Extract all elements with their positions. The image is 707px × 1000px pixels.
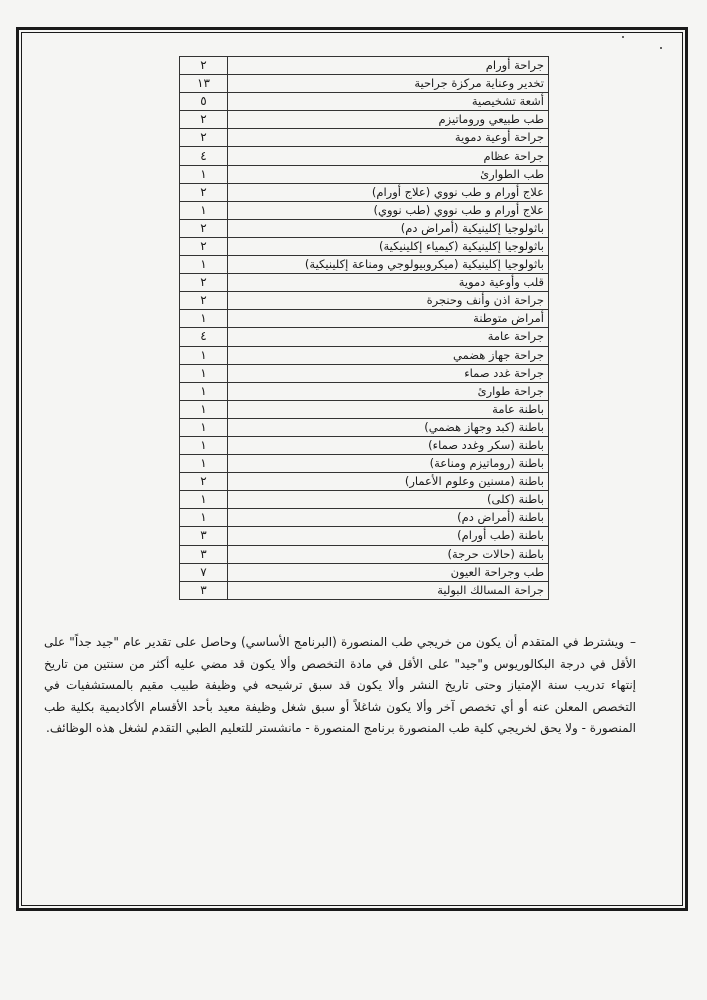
specialty-cell: باطنة (سكر وغدد صماء) (228, 436, 549, 454)
count-cell: ٣ (180, 581, 228, 599)
count-cell: ٢ (180, 274, 228, 292)
count-cell: ٢ (180, 219, 228, 237)
count-cell: ١ (180, 201, 228, 219)
specialty-cell: جراحة عامة (228, 328, 549, 346)
table-row (180, 581, 549, 599)
table-row (180, 563, 549, 581)
table-row (180, 75, 549, 93)
table-row (180, 527, 549, 545)
conditions-text: ويشترط في المتقدم أن يكون من خريجي طب المنصورة (البرنامج الأساسي) وحاصل على تقدير عام "جيد جداً" على الأقل في درجة البكالوريوس و"جيد" على الأقل في مادة التخصص وألا يكون قد مضي عليه أكثر من سنتين من تاريخ إنتهاء تدريب سنة الإمتياز وحتى تاريخ النشر وألا يكون قد سبق ترشيحه في وظيفة طبيب مقيم بالمستشفيات في التخصص المعلن عنه أو أي تخصص آخر وألا يكون شاغلاً أو سبق شغل وظيفة معيد بأحد الأقسام الأكاديمية بكلية طب المنصورة - ولا يحق لخريجي كلية طب المنصورة برنامج المنصورة - مانشستر للتعليم الطبي التقدم لشغل هذه الوظائف. (44, 635, 636, 735)
count-cell: ١ (180, 436, 228, 454)
scan-speck (622, 36, 624, 38)
specialty-cell: باطنة (طب أورام) (228, 527, 549, 545)
specialty-cell: قلب وأوعية دموية (228, 274, 549, 292)
table-row (180, 274, 549, 292)
count-cell: ١ (180, 382, 228, 400)
count-cell: ٧ (180, 563, 228, 581)
specialty-cell: جراحة عظام (228, 147, 549, 165)
specialty-cell: باطنة (أمراض دم) (228, 509, 549, 527)
table-row (180, 346, 549, 364)
table-row (180, 310, 549, 328)
table-row (180, 455, 549, 473)
count-cell: ١ (180, 310, 228, 328)
count-cell: ٣ (180, 527, 228, 545)
specialty-cell: أمراض متوطنة (228, 310, 549, 328)
specialty-cell: طب طبيعي وروماتيزم (228, 111, 549, 129)
specialty-cell: جراحة أورام (228, 57, 549, 75)
specialty-cell: باطنة (مسنين وعلوم الأعمار) (228, 473, 549, 491)
table-row (180, 183, 549, 201)
specialty-cell: جراحة اذن وأنف وحنجرة (228, 292, 549, 310)
count-cell: ١٣ (180, 75, 228, 93)
count-cell: ٣ (180, 545, 228, 563)
scan-speck (660, 47, 662, 49)
count-cell: ٢ (180, 237, 228, 255)
bullet-dash: – (630, 635, 636, 649)
table-row (180, 237, 549, 255)
count-cell: ٢ (180, 292, 228, 310)
specialty-cell: علاج أورام و طب نووي (علاج أورام) (228, 183, 549, 201)
table-row (180, 57, 549, 75)
count-cell: ١ (180, 509, 228, 527)
specialty-cell: باثولوجيا إكلينيكية (ميكروبيولوجي ومناعة إكلينيكية) (228, 256, 549, 274)
count-cell: ١ (180, 400, 228, 418)
table-row (180, 545, 549, 563)
table-row (180, 93, 549, 111)
table-body (180, 57, 549, 600)
specialty-cell: باطنة (حالات حرجة) (228, 545, 549, 563)
table-row (180, 111, 549, 129)
conditions-paragraph (44, 632, 636, 740)
specialty-cell: علاج أورام و طب نووي (طب نووي) (228, 201, 549, 219)
specialty-cell: جراحة جهاز هضمي (228, 346, 549, 364)
specialty-allocation-table (179, 56, 549, 600)
table-row (180, 364, 549, 382)
specialty-cell: طب وجراحة العيون (228, 563, 549, 581)
table-row (180, 256, 549, 274)
table-row (180, 382, 549, 400)
count-cell: ٢ (180, 473, 228, 491)
table-row (180, 219, 549, 237)
count-cell: ١ (180, 346, 228, 364)
specialty-cell: باثولوجيا إكلينيكية (كيمياء إكلينيكية) (228, 237, 549, 255)
count-cell: ١ (180, 364, 228, 382)
table-row (180, 418, 549, 436)
count-cell: ١ (180, 491, 228, 509)
specialty-cell: أشعة تشخيصية (228, 93, 549, 111)
count-cell: ١ (180, 165, 228, 183)
specialty-cell: باطنة (كلى) (228, 491, 549, 509)
count-cell: ٤ (180, 328, 228, 346)
table-row (180, 165, 549, 183)
table-row (180, 400, 549, 418)
specialty-cell: جراحة طوارئ (228, 382, 549, 400)
count-cell: ٢ (180, 183, 228, 201)
table-row (180, 292, 549, 310)
count-cell: ١ (180, 455, 228, 473)
table-row (180, 328, 549, 346)
table-row (180, 436, 549, 454)
specialty-cell: باثولوجيا إكلينيكية (أمراض دم) (228, 219, 549, 237)
specialty-cell: جراحة غدد صماء (228, 364, 549, 382)
count-cell: ٢ (180, 129, 228, 147)
table-row (180, 201, 549, 219)
count-cell: ١ (180, 256, 228, 274)
specialty-cell: جراحة المسالك البولية (228, 581, 549, 599)
table-row (180, 147, 549, 165)
specialty-cell: باطنة (كبد وجهاز هضمي) (228, 418, 549, 436)
specialty-cell: جراحة أوعية دموية (228, 129, 549, 147)
specialty-cell: تخدير وعناية مركزة جراحية (228, 75, 549, 93)
count-cell: ٤ (180, 147, 228, 165)
count-cell: ٢ (180, 111, 228, 129)
table-row (180, 473, 549, 491)
count-cell: ١ (180, 418, 228, 436)
count-cell: ٥ (180, 93, 228, 111)
count-cell: ٢ (180, 57, 228, 75)
specialty-cell: باطنة عامة (228, 400, 549, 418)
table-row (180, 491, 549, 509)
table-row (180, 509, 549, 527)
specialty-cell: طب الطوارئ (228, 165, 549, 183)
table-row (180, 129, 549, 147)
specialty-cell: باطنة (روماتيزم ومناعة) (228, 455, 549, 473)
